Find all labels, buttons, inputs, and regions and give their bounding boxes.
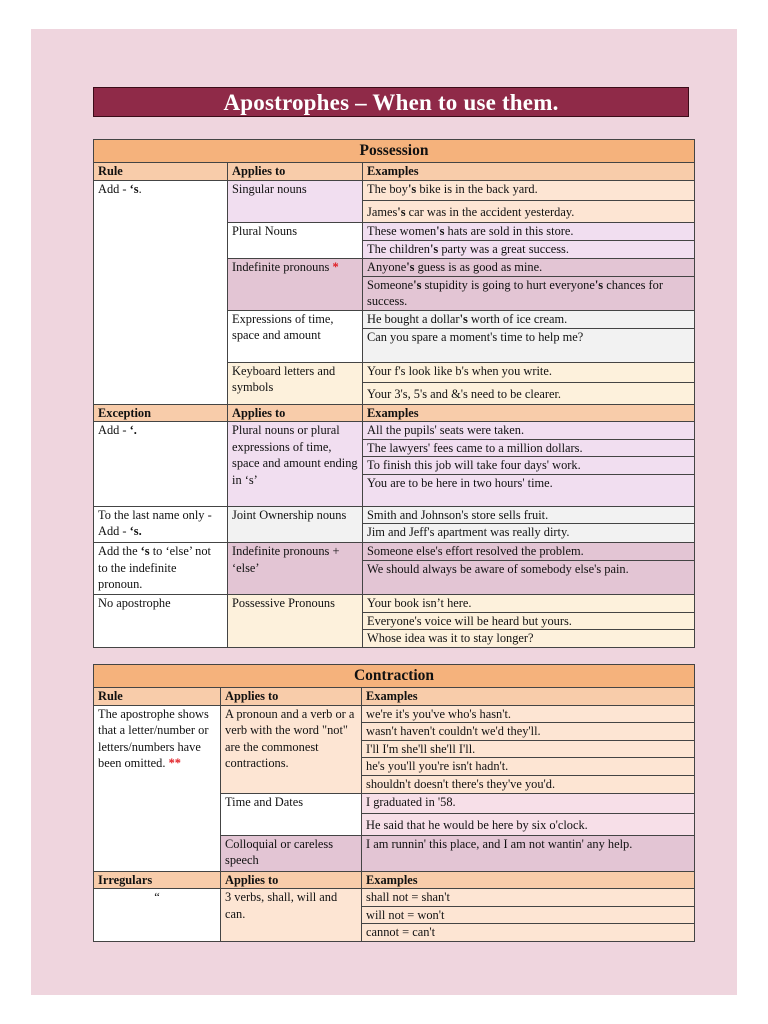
example-row: All the pupils' seats were taken. — [363, 422, 695, 440]
applies-three-verbs: 3 verbs, shall, will and can. — [221, 889, 362, 942]
example-row: wasn't haven't couldn't we'd they'll. — [362, 723, 695, 741]
header-applies: Applies to — [228, 163, 363, 181]
header-examples: Examples — [363, 404, 695, 422]
applies-expressions: Expressions of time, space and amount — [228, 310, 363, 362]
rule-last-name: To the last name only - Add - ‘s. — [94, 506, 228, 543]
rule-add-apostrophe: Add - ‘. — [94, 422, 228, 507]
example-row: we're it's you've who's hasn't. — [362, 705, 695, 723]
example-row: The lawyers' fees came to a million dollars. — [363, 439, 695, 457]
header-applies: Applies to — [228, 404, 363, 422]
example-row: Your 3's, 5's and &'s need to be clearer. — [363, 382, 695, 404]
page-title: Apostrophes – When to use them. — [93, 87, 689, 117]
rule-add-s-else: Add the ‘s to ‘else’ not to the indefinite pronoun. — [94, 543, 228, 595]
header-examples: Examples — [362, 871, 695, 889]
example-row: Someone's stupidity is going to hurt everyone's chances for success. — [363, 276, 695, 310]
applies-joint-ownership: Joint Ownership nouns — [228, 506, 363, 543]
applies-plural-ending-s: Plural nouns or plural expressions of time, space and amount ending in ‘s’ — [228, 422, 363, 507]
example-row: To finish this job will take four days' work. — [363, 457, 695, 475]
rule-no-apostrophe: No apostrophe — [94, 595, 228, 648]
example-row: shall not = shan't — [362, 889, 695, 907]
example-row: Someone else's effort resolved the problem. — [363, 543, 695, 561]
example-row: he's you'll you're isn't hadn't. — [362, 758, 695, 776]
rule-omitted: The apostrophe shows that a letter/number or letters/numbers have been omitted. ** — [94, 705, 221, 871]
header-applies: Applies to — [221, 688, 362, 706]
example-row: These women's hats are sold in this store. — [363, 222, 695, 240]
example-row: cannot = can't — [362, 924, 695, 942]
contraction-heading: Contraction — [94, 665, 695, 688]
applies-keyboard: Keyboard letters and symbols — [228, 362, 363, 404]
applies-indefinite: Indefinite pronouns * — [228, 258, 363, 310]
applies-pronoun-verb: A pronoun and a verb or a verb with the word "not" are the commonest contractions. — [221, 705, 362, 793]
applies-colloquial: Colloquial or careless speech — [221, 835, 362, 871]
example-row: James's car was in the accident yesterday. — [363, 200, 695, 222]
example-row: I'll I'm she'll she'll I'll. — [362, 740, 695, 758]
example-row: The boy's bike is in the back yard. — [363, 180, 695, 200]
possession-table — [93, 139, 695, 648]
example-row: Everyone's voice will be heard but yours. — [363, 612, 695, 630]
example-row: The children's party was a great success. — [363, 240, 695, 258]
applies-singular: Singular nouns — [228, 180, 363, 222]
header-exception: Exception — [94, 404, 228, 422]
example-row: Smith and Johnson's store sells fruit. — [363, 506, 695, 524]
header-rule: Rule — [94, 688, 221, 706]
example-row: Anyone's guess is as good as mine. — [363, 258, 695, 276]
header-examples: Examples — [362, 688, 695, 706]
possession-heading: Possession — [94, 140, 695, 163]
example-row: He bought a dollar's worth of ice cream. — [363, 310, 695, 328]
example-row: We should always be aware of somebody else's pain. — [363, 561, 695, 595]
asterisk-note: * — [332, 259, 339, 274]
example-row: Jim and Jeff's apartment was really dirty. — [363, 524, 695, 543]
example-row: shouldn't doesn't there's they've you'd. — [362, 775, 695, 793]
header-irregulars: Irregulars — [94, 871, 221, 889]
applies-indefinite-else: Indefinite pronouns + ‘else’ — [228, 543, 363, 595]
example-row: I graduated in '58. — [362, 793, 695, 813]
example-row: will not = won't — [362, 906, 695, 924]
example-row: Your f's look like b's when you write. — [363, 362, 695, 382]
example-row: I am runnin' this place, and I am not wantin' any help. — [362, 835, 695, 871]
header-rule: Rule — [94, 163, 228, 181]
example-row: Whose idea was it to stay longer? — [363, 630, 695, 648]
example-row: Your book isn’t here. — [363, 595, 695, 613]
applies-time-dates: Time and Dates — [221, 793, 362, 835]
header-examples: Examples — [363, 163, 695, 181]
double-asterisk-note: ** — [168, 756, 181, 770]
example-row: He said that he would be here by six o'clock. — [362, 813, 695, 835]
example-row: You are to be here in two hours' time. — [363, 474, 695, 506]
example-row: Can you spare a moment's time to help me? — [363, 328, 695, 362]
contraction-table — [93, 664, 695, 942]
rule-add-s: Add - ‘s. — [94, 180, 228, 404]
applies-plural: Plural Nouns — [228, 222, 363, 258]
rule-irregular: “ — [94, 889, 221, 942]
header-applies: Applies to — [221, 871, 362, 889]
applies-possessive-pronouns: Possessive Pronouns — [228, 595, 363, 648]
